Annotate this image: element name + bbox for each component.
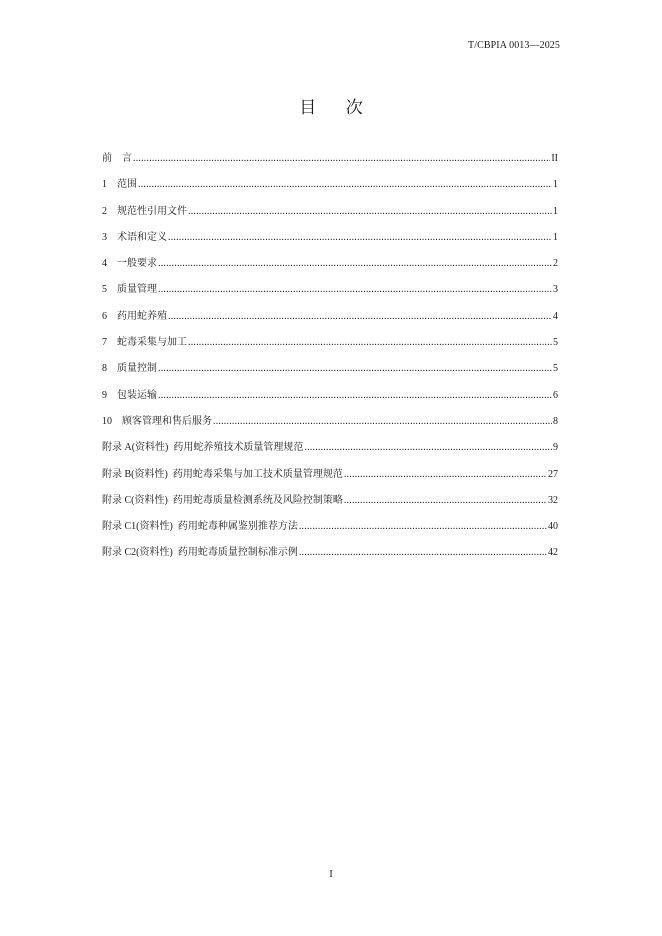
toc-entry-scope[interactable] <box>102 176 558 202</box>
toc-entry-page: 1 <box>553 231 558 243</box>
toc-entry-page: 1 <box>553 179 558 191</box>
toc-entry-appendix-c2[interactable] <box>102 544 558 570</box>
toc-entry-page: 27 <box>548 468 558 480</box>
toc-entry-page: 3 <box>553 284 558 296</box>
toc-dot-leader <box>133 150 550 167</box>
toc-entry-quality-control[interactable] <box>102 360 558 386</box>
toc-entry-label: 6 药用蛇养殖 <box>102 310 167 322</box>
toc-title: 目 次 <box>299 98 375 118</box>
toc-entry-label: 前 言 <box>102 153 132 164</box>
toc-entry-page: 42 <box>548 547 558 559</box>
toc-dot-leader <box>168 308 552 325</box>
toc-entry-general-requirements[interactable] <box>102 255 558 281</box>
toc-dot-leader <box>299 518 547 535</box>
toc-entry-appendix-c1[interactable] <box>102 518 558 544</box>
toc-entry-terms-definitions[interactable] <box>102 229 558 255</box>
toc-dot-leader <box>158 255 552 272</box>
toc-dot-leader <box>299 544 547 561</box>
table-of-contents <box>102 150 558 571</box>
toc-dot-leader <box>344 492 547 509</box>
toc-entry-normative-references[interactable] <box>102 203 558 229</box>
toc-entry-page: II <box>551 153 558 164</box>
toc-entry-label: 4 一般要求 <box>102 258 157 270</box>
toc-entry-page: 5 <box>553 337 558 349</box>
toc-entry-foreword[interactable] <box>102 150 558 176</box>
toc-dot-leader <box>188 203 552 220</box>
toc-dot-leader <box>188 334 552 351</box>
toc-dot-leader <box>344 466 547 483</box>
toc-dot-leader <box>213 413 552 430</box>
toc-dot-leader <box>138 176 552 193</box>
toc-entry-page: 1 <box>553 205 558 217</box>
toc-entry-appendix-c[interactable] <box>102 492 558 518</box>
toc-entry-label: 2 规范性引用文件 <box>102 205 187 217</box>
toc-entry-label: 3 术语和定义 <box>102 231 167 243</box>
toc-entry-page: 8 <box>553 415 558 427</box>
toc-entry-label: 附录 C1(资料性) 药用蛇毒种属鉴别推荐方法 <box>102 521 298 533</box>
toc-dot-leader <box>168 229 552 246</box>
toc-dot-leader <box>304 439 552 456</box>
document-code: T/CBPIA 0013—2025 <box>468 40 560 51</box>
toc-entry-label: 附录 B(资料性) 药用蛇毒采集与加工技术质量管理规范 <box>102 468 343 480</box>
toc-entry-appendix-b[interactable] <box>102 466 558 492</box>
toc-dot-leader <box>158 387 552 404</box>
toc-entry-page: 6 <box>553 389 558 401</box>
toc-entry-venom-collection[interactable] <box>102 334 558 360</box>
toc-entry-label: 7 蛇毒采集与加工 <box>102 337 187 349</box>
toc-entry-label: 附录 C2(资料性) 药用蛇毒质量控制标准示例 <box>102 547 298 559</box>
toc-dot-leader <box>158 360 552 377</box>
toc-entry-page: 2 <box>553 258 558 270</box>
toc-entry-label: 附录 C(资料性) 药用蛇毒质量检测系统及风险控制策略 <box>102 494 343 506</box>
page-number: I <box>329 869 333 880</box>
toc-entry-page: 9 <box>553 442 558 454</box>
toc-entry-page: 32 <box>548 494 558 506</box>
toc-entry-page: 4 <box>553 310 558 322</box>
toc-entry-label: 9 包装运输 <box>102 389 157 401</box>
toc-dot-leader <box>158 281 552 298</box>
toc-entry-page: 5 <box>553 363 558 375</box>
toc-entry-packaging-transport[interactable] <box>102 387 558 413</box>
toc-entry-label: 1 范围 <box>102 179 137 191</box>
toc-entry-label: 5 质量管理 <box>102 284 157 296</box>
toc-entry-label: 8 质量控制 <box>102 363 157 375</box>
toc-entry-quality-management[interactable] <box>102 281 558 307</box>
toc-entry-page: 40 <box>548 521 558 533</box>
toc-entry-label: 10 顾客管理和售后服务 <box>102 415 212 427</box>
toc-entry-snake-breeding[interactable] <box>102 308 558 334</box>
toc-entry-label: 附录 A(资料性) 药用蛇养殖技术质量管理规范 <box>102 442 304 454</box>
toc-entry-customer-service[interactable] <box>102 413 558 439</box>
toc-entry-appendix-a[interactable] <box>102 439 558 465</box>
